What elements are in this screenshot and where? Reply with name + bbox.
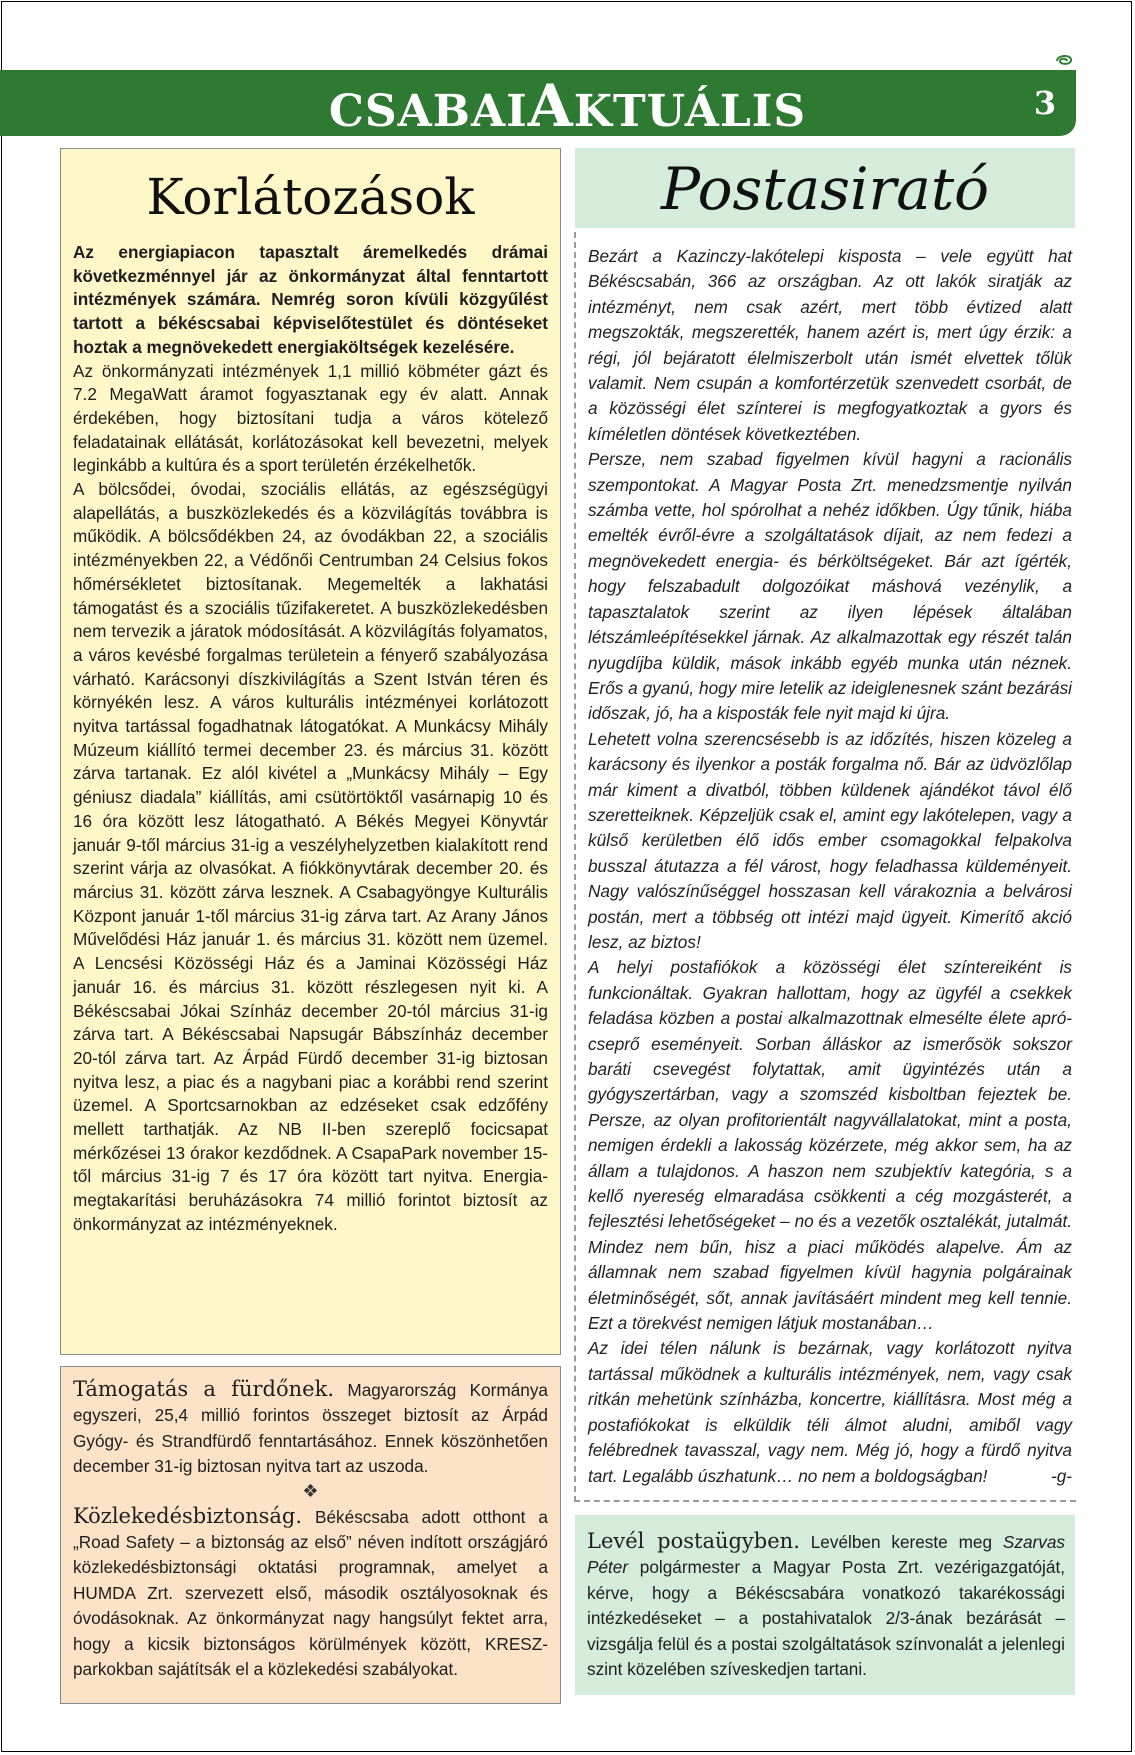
postasirato-paragraph [588,1336,1072,1488]
ornament-divider-icon: ❖ [302,1480,319,1502]
postasirato-paragraph: A helyi postafiókok a közösségi élet színtereiként is funkcionáltak. Gyakran hallottam, hogy az ügyfél a csekkek feladása közben a postai alkalmazottnak elmesélte élete apró-cseprő eseményeit. Sorban álláskor az ismerősök sokszor baráti csevegést folytattak, amit ügyintézés után a gyógyszertárban, vagy a szomszéd kisboltban fejeztek be. Persze, az olyan profitorientált nagyvállalatokat, mint a posta, nemigen érdekli a lakosság közérzete, még akkor sem, ha az állam a tulajdonos. A haszon nem szubjektív kategória, s a kellő nyereség elmaradása csökkenti a cég mozgásterét, a fejlesztési lehetőségeket – no és a vezetők osztalékát, jutalmát. Mindez nem bűn, hisz a piaci működés alapelve. Ám az államnak nem szabad figyelmen kívül hagynia polgárainak életminőségét, sőt, annak javításáért mindent meg kell tennie. Ezt a törekvést nemigen látjuk mostanában… [588,957,1072,1334]
masthead-part2: KTUÁLIS [573,86,807,137]
postasirato-title: Postasirató [660,155,990,223]
postasirato-paragraph: Persze, nem szabad figyelmen kívül hagyni a racionális szempontokat. A Magyar Posta Zrt. menedzsmentje nyilván számba vette, hol spórolhat a nehéz időkben. Úgy tűnik, hiába emelték évről-évre a szolgáltatások díjait, az nem fedezi a megnövekedett energia- és bérköltségeket. Bár azt ígérték, hogy felszabadult dolgozóikat máshová vezénylik, a tapasztalatok szerint az ilyen lépések általában létszámleépítésekkel járnak. Az alkalmazottak egy részét talán nyugdíjba küldik, mások inkább egyéb munka után néznek. Erős a gyanú, hogy mire letelik az ideiglenesnek szánt bezárási időszak, jó, ha a kisposták fele nyit majd ki újra. [588,449,1072,724]
postasirato-last-text: Az idei télen nálunk is bezárnak, vagy korlátozott nyitva tartással működnek a kulturális intézmények, nem, vagy csak ritkán mehetünk színházba, koncertre, kiállításra. Most még a postafiókokat is elküldik téli álmot aludni, amiből vagy felébrednek tavasszal, vagy nem. Még jó, hogy a fürdő nyitva tart. Legalább úszhatunk… no nem a boldogságban! [588,1338,1072,1486]
page-number: 3 [1033,84,1057,122]
traffic-safety-item [73,1504,548,1683]
post-letter-text-part: Levélben kereste meg [799,1532,1003,1552]
restrictions-paragraph: A bölcsődei, óvodai, szociális ellátás, az egészségügyi alapellátás, a buszközlekedés és a közvilágítás továbbra is működik. A bölcsődékben 24, az óvodákban 22, a szociális intézményekben 22, a Védőnői Centrumban 24 Celsius fokos hőmérsékletet biztosítanak. Megemelték a lakhatási támogatást és a szociális tűzifakeretet. A buszközlekedésben nem tervezik a járatok módosítását. A közvilágítás folyamatos, a város kevésbé forgalmas területein a fényerő szabályozása várható. Karácsonyi díszkivilágítás a Szent István téren és környékén lesz. A város kulturális intézményei korlátozott nyitva tartással fogadhatnak látogatókat. A Munkácsy Mihály Múzeum kiállító termei december 23. és március 31. között zárva tartanak. Ez alól kivétel a „Munkácsy Mihály – Egy géniusz diadala” kiállítás, ami csütörtöktől vasárnapig 10 és 16 óra között lesz látogatható. A Békés Megyei Könyvtár január 9-től március 31-ig a veszélyhelyzetben kialakított rend szerint várja az olvasókat. A fiókkönyvtárak december 20. és március 31. között zárva lesznek. A Csabagyöngye Kulturális Központ január 1-től március 31-ig zárva tart. Az Arany János Művelődési Ház január 1. és március 31. között nem üzemel. A Lencsési Közösségi Ház és a Jaminai Közösségi Ház január 16. és március 31. között részlegesen nyit ki. A Békéscsabai Jókai Színház december 20-tól március 31-ig zárva tart. A Békéscsabai Napsugár Bábszínház december 20-tól zárva tart. Az Árpád Fürdő december 31-ig biztosan nyitva lesz, a piac és a nagybani piac a korábbi rend szerint üzemel. A Sportcsarnokban az edzéseket csak edzőfény mellett tarthatják. Az NB II-ben szereplő focicsapat mérkőzései 13 órakor kezdődnek. A CsapaPark november 15-től március 31-ig 7 és 17 óra között tart nyitva. Energia-megtakarítási beruházásokra 74 millió forintot biztosít az önkormányzat az intézményeknek. [73,479,548,1234]
bath-support-text: Magyarország Kormánya egyszeri, 25,4 millió forintos összeget biztosít az Árpád Gyógy- és Strandfürdő fenntartásához. Ennek köszönhetően december 31-ig biztosan nyitva tart az uszoda. [73,1380,548,1477]
masthead-big-letter: A [527,72,574,140]
swirl-logo-icon [1054,52,1074,68]
masthead-part1: CSABAI [328,86,528,137]
bath-support-item [73,1377,548,1480]
traffic-safety-kicker: Közlekedésbiztonság. [73,1503,303,1528]
traffic-safety-text: Békéscsaba adott otthont a „Road Safety – a biztonság az első” néven indított országjáró közlekedésbiztonsági oktatási programnak, amelyet a HUMDA Zrt. szervezett első, második osztályosoknak és óvodásoknak. Az önkormányzat nagy hangsúlyt fektet arra, hogy a kicsik biztonságos körülmények között, KRESZ-parkokban sajátítsák el a közlekedési szabályokat. [73,1506,548,1680]
bath-support-kicker: Támogatás a fürdőnek. [73,1377,334,1401]
masthead [0,72,1135,142]
post-letter-box [575,1515,1075,1695]
post-letter-text-part: polgármester a Magyar Posta Zrt. vezérigazgatóját, kérve, hogy a Békéscsabára vonatkozó takarékossági intézkedéseket – a postahivatalok 2/3-ának bezárását – vizsgálja felül és a postai szolgáltatások színvonalát a jelenlegi szint közelében szíveskedjen tartani. [587,1557,1065,1680]
postasirato-article [574,232,1076,1502]
post-letter-kicker: Levél postaügyben. [587,1529,800,1553]
news-briefs-box [60,1366,561,1704]
restrictions-title: Korlátozások [146,168,475,226]
postasirato-paragraph: Lehetett volna szerencsésebb is az időzítés, hiszen közeleg a karácsony és ilyenkor a posták forgalma nő. Bár az üdvözlőlap már kiment a divatból, többen küldenek ajándékot távol élő szeretteiknek. Képzeljük csak el, amint egy lakótelepen, vagy a külső kerületben élő idős ember csomagokkal felpakolva busszal átutazza a fél várost, hogy feladhassa küldeményeit. Nagy valószínűséggel hosszasan kell várakoznia a belvárosi postán, mert a többség ott intézi majd ügyeit. Kimerítő akció lesz, az biztos! [588,728,1072,952]
mayor-name: Szarvas Péter [587,1532,1065,1578]
restrictions-lead: Az energiapiacon tapasztalt áremelkedés drámai következménnyel jár az önkormányzat által fenntartott intézmények számára. Nemrég soron kívüli közgyűlést tartott a békéscsabai képviselőtestület és döntéseket hoztak a megnövekedett energiaköltségek kezelésére. [73,242,548,357]
post-letter-text [587,1529,1065,1682]
restrictions-article [60,148,561,1355]
restrictions-paragraph: Az önkormányzati intézmények 1,1 millió köbméter gázt és 7.2 MegaWatt áramot fogyasztanak egy év alatt. Annak érdekében, hogy biztosítani tudja a város kötelező feladatainak ellátását, korlátozásokat kell bevezetni, melyek leginkább a kultúra és a sport területén érzékelhetők. [73,360,548,476]
author-signature: -g- [1050,1465,1072,1486]
postasirato-paragraph: Bezárt a Kazinczy-lakótelepi kisposta – vele együtt hat Békéscsabán, 366 az országban. Az ott lakók siratják az intézményt, nem csak azért, mert több évtized alatt megszokták, megszerették, hanem azért is, mert úgy érzik: a régi, jól bejáratott élelmiszerbolt után ismét elvettek tőlük valamit. Nem csupán a komfortérzetük szenvedett csorbát, de a közösségi élet színterei is megfogyatkoztak a gyors és kíméletlen döntések következtében. [588,246,1072,444]
